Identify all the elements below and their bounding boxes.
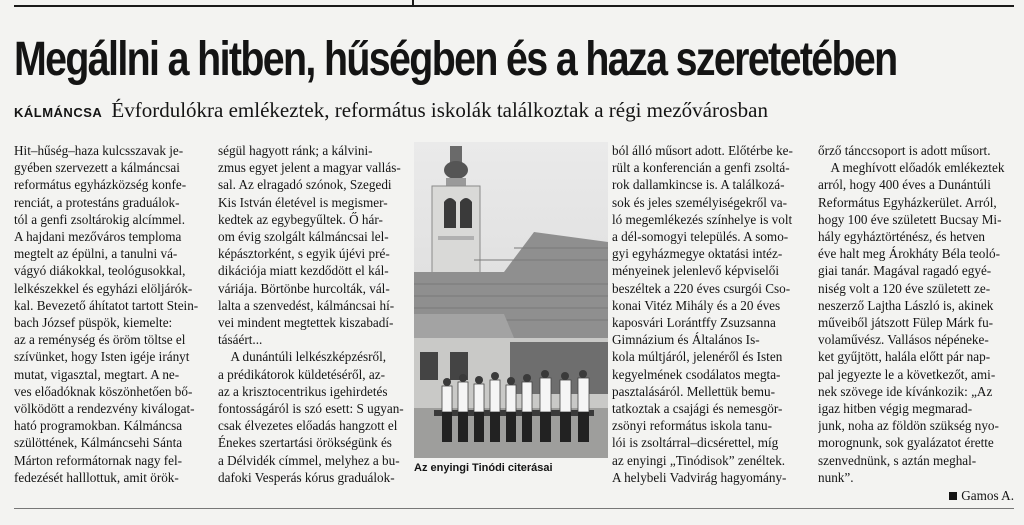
church-tower-photo-icon <box>414 142 608 458</box>
article-subhead: Évfordulókra emlékeztek, református iskolák találkoztak a régi mezővárosban <box>111 98 768 122</box>
author-name: Gamos A. <box>961 488 1014 503</box>
kicker-line <box>14 98 768 123</box>
end-mark-icon <box>949 492 957 500</box>
top-rule-tick <box>412 0 414 7</box>
article-photo <box>414 142 608 458</box>
article-headline: Megállni a hitben, hűségben és a haza szeretetében <box>14 33 897 86</box>
author-byline <box>850 488 1014 504</box>
bottom-rule <box>14 508 1014 509</box>
text-column-3: ból álló műsort adott. Előtérbe ke- rült a konferencián a genfi zsoltá- rok dallamkincse is. A találkozá- sok és jeles személyiségekről va- ló megemlékezés színhelye is volt a dél-somogyi település. A somo- gyi egyházmegye oktatási intéz- ményeinek jelenlevő képviselői beszéltek a 220 éves csurgói Cso- konai Vitéz Mihály és a 20 éves kaposvári Lorántffy Zsuzsanna Gimnázium és Általános Is- kola múltjáról, jelenéről és Isten kegyelmének csodálatos megta- pasztalásáról. Mellettük bemu- tatkoztak a csajági és nemesgör- zsönyi református iskola tanu- lói is zsoltárral–dicsérettel, míg az enyingi „Tinódisok” zenéltek. A helybeli Vadvirág hagyomány- <box>612 143 793 485</box>
text-column-1: Hit–hűség–haza kulcsszavak je- gyében szervezett a kálmáncsai református egyházközség konfe- renciát, a protestáns graduálok- tól a genfi zsoltárokig alcímmel. A hajdani mezőváros temploma megtelt az épülni, a tanulni vá- vágyó diákokkal, teológusokkal, lelkészekkel és egyházi elöljárók- kal. Bevezető áhítatot tartott Stein- bach József püspök, kiemelte: az a reménység és öröm töltse el szívünket, hogy Isten igéje irányt mutat, vigasztal, megtart. A ne- ves előadóknak köszönhetően bő- völködött a rendezvény kiválogat- ható programokban. Kálmáncsa szülöttének, Kálmáncsehi Sánta Márton reformátornak nagy fel- fedezését halllottuk, amit örök- <box>14 143 199 485</box>
location-kicker: KÁLMÁNCSA <box>14 105 103 120</box>
text-column-4: őrző tánccsoport is adott műsort. A meghívott előadók emlékeztek arról, hogy 400 éves a Dunántúli Református Egyházkerület. Arról, hogy 100 éve született Bucsay Mi- hály egyháztörténész, és hetven éve halt meg Árokháty Béla teoló- giai tanár. Magával ragadó egyé- niség volt a 120 éve született ze- neszerző Lajtha László is, akinek műveiből játszott Fülep Márk fu- volaművész. Vallásos népéneke- ket gyűjtött, halála előtt pár nap- pal jegyezte le a következőt, ami- nek szövege ide kívánkozik: „Az igaz hitben végig megmarad- junk, noha az földön szükség nyo- morognunk, sok gyalázatot érette szenvednünk, s aztán meghal- nunk”. <box>818 143 1005 485</box>
photo-caption: Az enyingi Tinódi citerásai <box>414 462 553 474</box>
top-rule <box>14 5 1014 7</box>
text-column-2: ségül hagyott ránk; a kálvini- zmus egyet jelent a magyar vallás- sal. Az elragadó szónok, Szegedi Kis István életével is megismer- kedtek az egybegyűltek. Ő hár- om évig szolgált kálmáncsai lel- képásztorként, s egyik újévi pré- dikációja miatt kezdődött el kál- váriája. Börtönbe hurcolták, vál- lalta a szenvedést, kálmáncsai hí- vei mindent megtettek kiszabadí- tásáért... A dunántúli lelkészképzésről, a prédikátorok küldetéséről, az- az a krisztocentrikus igehirdetés fontosságáról is szó esett: S ugyan- csak élvezetes előadás hangzott el Énekes szertartási örökségünk és a Délvidék címmel, melyhez a bu- dafoki Vesperás kórus graduálok- <box>218 143 404 485</box>
